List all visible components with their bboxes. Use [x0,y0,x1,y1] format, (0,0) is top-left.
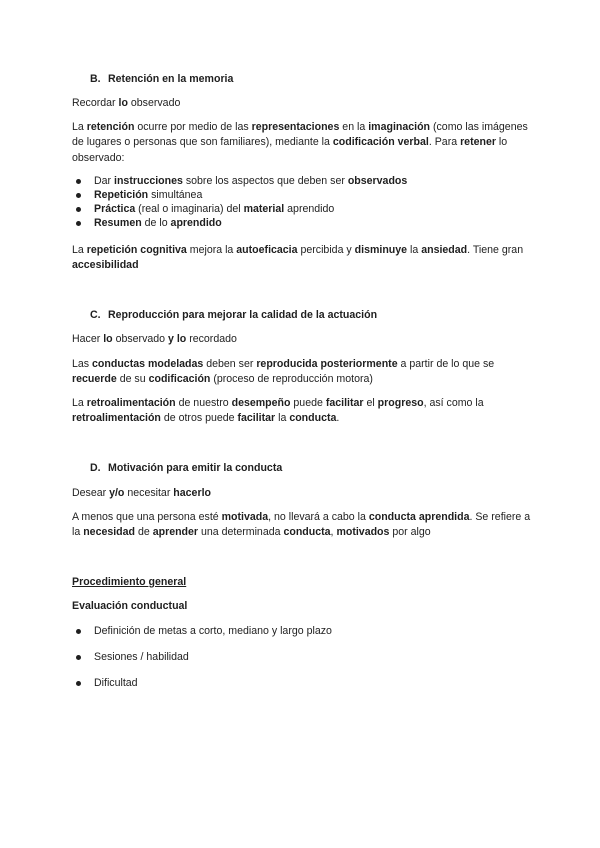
bold-text: instrucciones [114,175,183,187]
paragraph [72,120,532,166]
text: necesitar [127,487,171,499]
text: la [407,244,422,256]
bold-text: desempeño [231,397,291,409]
bullet-list [72,174,532,230]
bold-text: conductas modeladas [92,358,204,370]
list-item [72,202,532,216]
text: (como las imágenes de lugares o personas que son familiares), mediante la [72,121,528,149]
text: ocurre por medio de las [134,121,252,133]
section-letter: C. [90,309,101,321]
list-item [72,174,532,188]
bold-text: aprender [152,526,199,539]
bold-text: reproducida posteriormente [256,358,398,370]
section-subtitle [72,486,532,501]
text: Hacer [72,333,101,345]
bold-text: retener [460,136,496,149]
text: el [363,397,378,409]
bold-text: retención [86,121,135,133]
text: a partir de lo que se [397,358,495,370]
section-heading-b [90,72,550,87]
text: La [72,121,87,133]
list-item [72,188,532,202]
text: mejora la [186,244,237,256]
section-title: Retención en la memoria [108,73,234,85]
text: observado [130,97,181,109]
bold-text: codificación [148,373,211,386]
bold-text: lo [115,97,131,109]
text: lo observado: [72,136,508,164]
text: La [72,397,87,409]
bold-text: disminuye [354,244,408,256]
bold-text: facilitar [237,412,276,425]
text: en la [339,121,369,133]
text: observado [115,333,166,345]
text: Desear [72,487,107,499]
text: , [330,526,337,539]
bold-text: conducta aprendida [368,511,470,523]
text: aprendido [284,203,335,215]
bold-text: retroalimentación [86,397,176,409]
bold-text: observados [347,175,408,187]
bold-text: autoeficacia [236,244,298,256]
paragraph [72,396,532,427]
bold-text: imaginación [368,121,431,133]
bold-text: hacerlo [170,487,211,499]
paragraph [72,357,532,388]
procedure-title: Procedimiento general [72,576,187,588]
text: , no llevará a cabo la [268,511,369,523]
text: deben ser [203,358,257,370]
text: . [336,412,340,425]
section-subtitle [72,332,532,347]
bold-text: recuerde [72,373,117,386]
text: La [72,244,87,256]
paragraph [72,243,532,274]
text: . Tiene gran [467,244,524,256]
section-title: Motivación para emitir la conducta [108,462,283,474]
list-item: Definición de metas a corto, mediano y largo plazo [72,624,532,638]
text: Las [72,358,93,370]
bold-text: facilitar [325,397,364,409]
text: por algo [389,526,431,539]
section-title: Reproducción para mejorar la calidad de la actuación [108,309,378,321]
list-item: Dificultad [72,676,532,690]
text: de su [116,373,149,386]
bold-text: necesidad [83,526,136,539]
text: Dar [94,175,115,187]
text: sobre los aspectos que deben ser [182,175,348,187]
bold-text: codificación verbal [332,136,429,149]
text: simultánea [148,189,203,201]
text: percibida y [297,244,355,256]
text: la [275,412,290,425]
text: (real o imaginaria) del [135,203,244,215]
section-heading-c [90,308,550,323]
section-subtitle [72,96,532,111]
bold-text: progreso [377,397,424,409]
paragraph [72,510,532,541]
bold-text: y/o [106,487,128,499]
procedure-subtitle: Evaluación conductual [72,600,188,612]
bold-text: material [243,203,285,215]
bold-text: Resumen [94,217,142,229]
bold-text: retroalimentación [72,412,161,425]
bold-text: motivada [221,511,269,523]
bold-text: representaciones [251,121,340,133]
list-item [72,216,532,230]
bold-text: motivados [336,526,390,539]
procedure-list [72,624,532,690]
text: una determinada [198,526,284,539]
bold-text: accesibilidad [72,259,139,272]
section-heading-d [90,461,550,476]
text: , así como la [423,397,484,409]
text: . Para [428,136,461,149]
bold-text: repetición cognitiva [86,244,187,256]
section-letter: B. [90,73,101,85]
text: recordado [189,333,237,345]
text: (proceso de reproducción motora) [210,373,373,386]
section-letter: D. [90,462,101,474]
text: de otros puede [160,412,238,425]
text: Recordar [72,97,116,109]
bold-text: Práctica [94,203,136,215]
bold-text: y lo [165,333,190,345]
bold-text: conducta [283,526,331,539]
text: puede [290,397,326,409]
bold-text: aprendido [170,217,222,229]
text: de nuestro [175,397,232,409]
bold-text: lo [100,333,116,345]
text: A menos que una persona esté [72,511,222,523]
list-item: Sesiones / habilidad [72,650,532,664]
bold-text: Repetición [94,189,149,201]
bold-text: ansiedad [421,244,468,256]
text: de [135,526,153,539]
text: de lo [141,217,171,229]
bold-text: conducta [289,412,337,425]
text: . Se refiere a la [72,511,531,539]
